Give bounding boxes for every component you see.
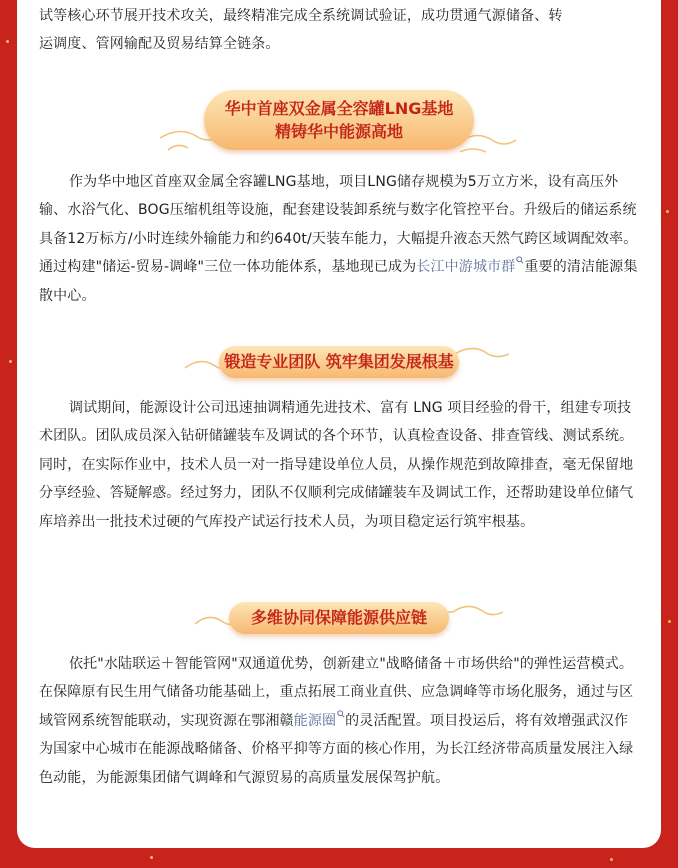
section-3-link[interactable]: 能源圈	[293, 712, 337, 729]
frame-sparkle	[6, 40, 9, 43]
section-3-paragraph	[39, 650, 639, 792]
section-1-heading-line-1: 华中首座双金属全容罐LNG基地	[224, 99, 454, 118]
section-1-link[interactable]: 长江中游城市群	[416, 259, 516, 276]
intro-paragraph	[39, 2, 639, 59]
section-2-text: 调试期间，能源设计公司迅速抽调精通先进技术、富有 LNG 项目经验的骨干，组建专项技术团队。团队成员深入钻研储罐装车及调试的各个环节，认真检查设备、排查管线、测试系统。同时，在实际作业中，技术人员一对一指导建设单位人员，从操作规范到故障排查，毫无保留地分享经验、答疑解惑。经过努力，团队不仅顺利完成储罐装车及调试工作，还帮助建设单位储气库培养出一批技术过硬的气库投产试运行技术人员，为项目稳定运行筑牢根基。	[39, 400, 634, 530]
frame-sparkle	[666, 210, 669, 213]
section-1-text: 作为华中地区首座双金属全容罐LNG基地，项目LNG储存规模为5万立方米，设有高压外输、水浴气化、BOG压缩机组等设施，配套建设装卸系统与数字化管控平台。升级后的储运系统具备12万标方/小时连续外输能力和约640t/天装车能力，大幅提升液态天然气跨区域调配效率。通过构建"储运-贸易-调峰"三位一体功能体系，基地现已成为	[39, 174, 638, 276]
frame-sparkle	[150, 856, 153, 859]
frame-sparkle	[9, 360, 12, 363]
section-1-heading-line-2: 精铸华中能源高地	[274, 122, 403, 141]
section-3-text-end: 的灵活配置。项目投运后，将有效增强武汉作为国家中心城市在能源战略储备、价格平抑等方面的核心作用，为长江经济带高质量发展注入绿色动能，为能源集团储气调峰和气源贸易的高质量发展保驾护航。	[39, 712, 634, 786]
section-1-text-end: 重要的清洁能源集散中心。	[39, 259, 638, 304]
section-2-heading: 锻造专业团队 筑牢集团发展根基	[219, 346, 459, 378]
section-3-text: 依托"水陆联运＋智能管网"双通道优势，创新建立"战略储备＋市场供给"的弹性运营模式。在保障原有民生用气储备功能基础上，重点拓展工商业直供、应急调峰等市场化服务，通过与区域管网系统智能联动，实现资源在鄂湘赣	[39, 656, 634, 729]
section-2-paragraph	[39, 394, 639, 536]
intro-line-1: 试等核心环节展开技术攻关，最终精准完成全系统调试验证，成功贯通气源储备、转	[39, 8, 563, 24]
frame-sparkle	[610, 858, 613, 861]
frame-sparkle	[668, 620, 671, 623]
section-1-paragraph	[39, 168, 639, 310]
section-1-heading	[204, 90, 474, 150]
intro-line-2: 运调度、管网输配及贸易结算全链条。	[39, 36, 280, 53]
section-3-heading: 多维协同保障能源供应链	[229, 602, 449, 634]
search-icon	[337, 710, 345, 718]
